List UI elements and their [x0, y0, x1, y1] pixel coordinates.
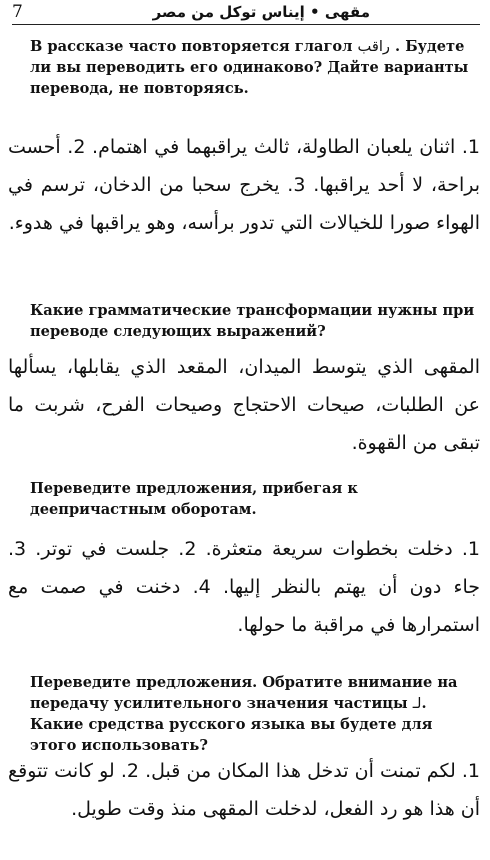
page-number: 7	[12, 2, 23, 22]
task-text: В рассказе часто повторяется глагол	[30, 38, 358, 55]
task-6-arabic-exercise: المقهى الذي يتوسط الميدان، المقعد الذي يقابلها، يسألها عن الطلبات، صيحات الاحتجاج وصيحات الفرح، شربت ما تبقى من القهوة.	[8, 356, 480, 454]
task-text-cont: . Какие средства русского языка вы будете для этого использовать?	[30, 695, 433, 754]
task-8-prompt	[8, 672, 480, 756]
task-number	[8, 672, 30, 693]
task-number	[8, 478, 30, 499]
task-7-prompt	[8, 478, 480, 520]
task-8-arabic-exercise: 1. لكم تمنت أن تدخل هذا المكان من قبل. 2. لو كانت تتوقع أن هذا هو رد الفعل، لدخلت المقهى منذ وقت طويل.	[8, 760, 480, 820]
task-text: Переведите предложения, прибегая к деепричастным оборотам.	[30, 480, 358, 518]
task-5-prompt	[8, 36, 480, 99]
task-text-cont: . Будете ли вы переводить его одинаково? Дайте варианты перевода, не повторяясь.	[30, 38, 469, 97]
running-title: مقهى • إيناس توكل من مصر	[152, 3, 370, 21]
page-header	[12, 2, 480, 25]
arabic-particle: لـ	[412, 695, 422, 712]
task-7-arabic-exercise: 1. دخلت بخطوات سريعة متعثرة. 2. جلست في توتر. 3. جاء دون أن يهتم بالنظر إليها. 4. دخنت في صمت مع استمرارها في مراقبة ما حولها.	[8, 538, 480, 636]
task-text: Какие грамматические трансформации нужны при переводе следующих выражений?	[30, 302, 475, 340]
task-text: Переведите предложения. Обратите внимание на передачу усилительного значения частицы	[30, 674, 458, 712]
task-number	[8, 36, 30, 57]
task-number	[8, 300, 30, 321]
task-5-arabic-exercise: 1. اثنان يلعبان الطاولة، ثالث يراقبهما في اهتمام. 2. أحست براحة، لا أحد يراقبها. 3. يخرج سحبا من الدخان، ترسم في الهواء صورا للخيالات التي تدور برأسه، وهو يراقبها في هدوء.	[8, 136, 481, 234]
task-6-prompt	[8, 300, 480, 342]
arabic-verb: راقب	[357, 38, 390, 55]
